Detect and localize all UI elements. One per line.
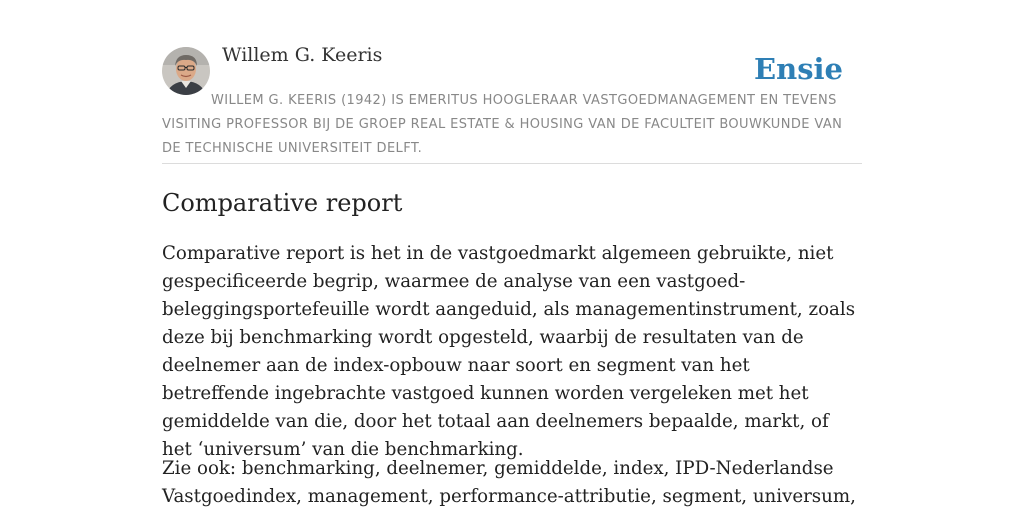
author-portrait-icon bbox=[162, 47, 210, 95]
entry-body: Comparative report is het in de vastgoedmarkt algemeen gebruikte, niet gespecificeerde begrip, waarmee de analyse van een vastgoedbeleggingsportefeuille wordt aangeduid, als managementinstrument, zoals deze bij benchmarking wordt opgesteld, waarbij de resultaten van de deelnemer aan de index-opbouw naar soort en segment van het betreffende ingebrachte vastgoed kunnen worden vergeleken met het gemiddelde van die, door het totaal aan deelnemers bepaalde, markt, of het ‘universum’ van die benchmarking. bbox=[162, 243, 856, 460]
entry-title: Comparative report bbox=[162, 189, 403, 217]
entry-see-also: Zie ook: benchmarking, deelnemer, gemiddelde, index, IPD-Nederlandse Vastgoedindex, management, performance-attributie, segment, universum, bbox=[162, 458, 856, 507]
author-name[interactable]: Willem G. Keeris bbox=[222, 44, 383, 66]
brand-logo[interactable]: Ensie bbox=[754, 52, 843, 86]
author-bio: WILLEM G. KEERIS (1942) IS EMERITUS HOOGLERAAR VASTGOEDMANAGEMENT EN TEVENS VISITING PROFESSOR BIJ DE GROEP REAL ESTATE & HOUSING VAN DE FACULTEIT BOUWKUNDE VAN DE TECHNISCHE UNIVERSITEIT DELFT. bbox=[162, 93, 843, 156]
author-header bbox=[162, 0, 862, 164]
page bbox=[162, 0, 862, 507]
author-avatar[interactable] bbox=[162, 47, 210, 95]
